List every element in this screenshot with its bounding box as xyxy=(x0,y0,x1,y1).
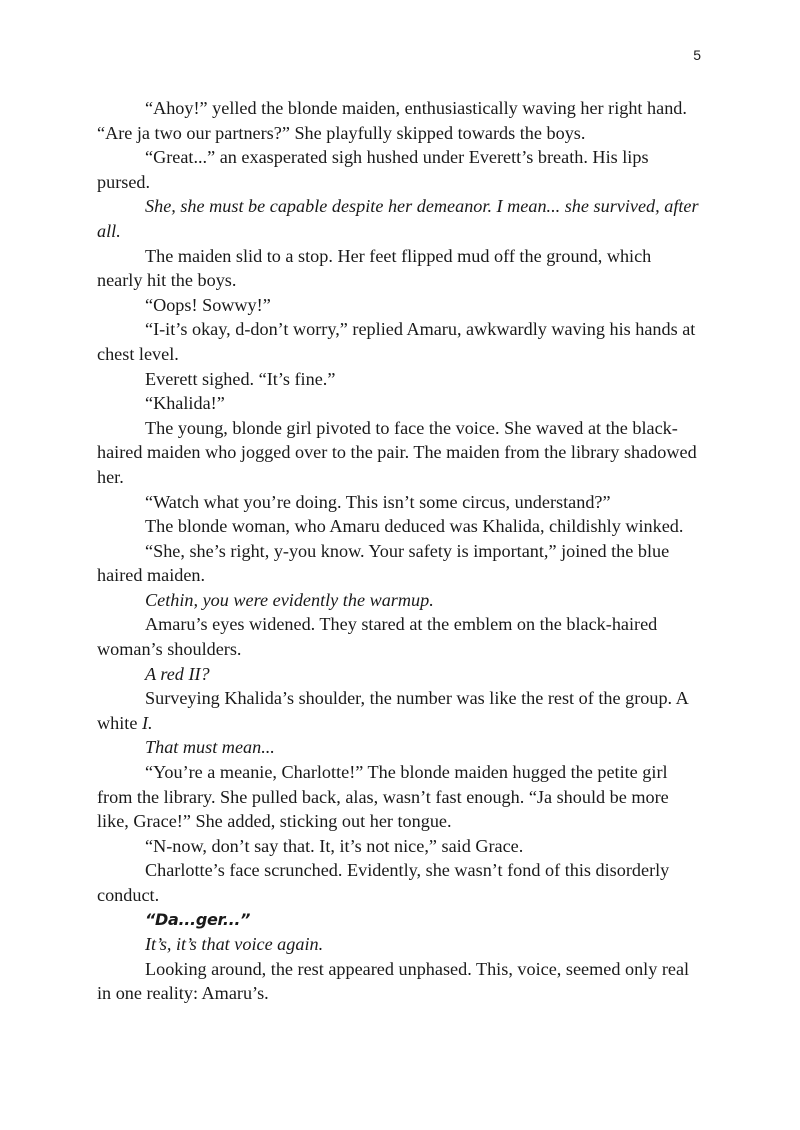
paragraph-oops: “Oops! Sowwy!” xyxy=(145,294,271,315)
paragraph-watch-what: “Watch what you’re doing. This isn’t some circus, understand?” xyxy=(145,491,611,512)
paragraph-emblem: Amaru’s eyes widened. They stared at the emblem on the black-haired woman’s shoulders. xyxy=(97,614,658,660)
paragraph-slid-stop: The maiden slid to a stop. Her feet flipped mud off the ground, which nearly hit the boys. xyxy=(97,245,652,291)
paragraph-winked: The blonde woman, who Amaru deduced was Khalida, childishly winked. xyxy=(145,516,684,537)
paragraph-thought-voice-again: It’s, it’s that voice again. xyxy=(145,934,324,955)
paragraph-khalida-call: “Khalida!” xyxy=(145,393,225,414)
paragraph-great: “Great...” an exasperated sigh hushed under Everett’s breath. His lips pursed. xyxy=(97,147,649,192)
paragraph-meanie: “You’re a meanie, Charlotte!” The blonde maiden hugged the petite girl from the library. She pulled back, alas, wasn’t fast enough. “Ja should be more like, Grace!” She added, sticking out her tongue. xyxy=(97,762,669,832)
paragraph-thought-red-ii: A red II? xyxy=(145,663,210,684)
paragraph-thought-must-mean: That must mean... xyxy=(145,737,275,758)
page-number: 5 xyxy=(693,47,701,63)
paragraph-its-okay: “I-it’s okay, d-don’t worry,” replied Amaru, awkwardly waving his hands at chest level. xyxy=(97,319,696,364)
paragraph-safety: “She, she’s right, y-you know. Your safety is important,” joined the blue haired maiden. xyxy=(97,540,670,586)
paragraph-voice-danger: “Da...ger...” xyxy=(145,909,251,929)
paragraph-scrunched: Charlotte’s face scrunched. Evidently, she wasn’t fond of this disorderly conduct. xyxy=(97,860,670,905)
paragraph-white-i-text: Surveying Khalida’s shoulder, the number was like the rest of the group. A white xyxy=(97,688,688,733)
paragraph-pivoted: The young, blonde girl pivoted to face the voice. She waved at the black-haired maiden who jogged over to the pair. The maiden from the library shadowed her. xyxy=(97,417,697,487)
paragraph-looking-around: Looking around, the rest appeared unphased. This, voice, seemed only real in one reality: Amaru’s. xyxy=(97,958,690,1004)
paragraph-grace: “N-now, don’t say that. It, it’s not nice,” said Grace. xyxy=(145,835,524,856)
paragraph-thought-cethin: Cethin, you were evidently the warmup. xyxy=(145,589,434,610)
paragraph-everett-sighed: Everett sighed. “It’s fine.” xyxy=(145,368,336,389)
paragraph-white-i-numeral: I. xyxy=(141,712,153,733)
story-text xyxy=(97,96,701,1006)
paragraph-white-i xyxy=(97,686,701,735)
paragraph-ahoy: “Ahoy!” yelled the blonde maiden, enthusiastically waving her right hand. “Are ja two our partners?” She playfully skipped towards the boys. xyxy=(97,98,687,143)
paragraph-thought-capable: She, she must be capable despite her demeanor. I mean... she survived, after all. xyxy=(97,196,699,241)
